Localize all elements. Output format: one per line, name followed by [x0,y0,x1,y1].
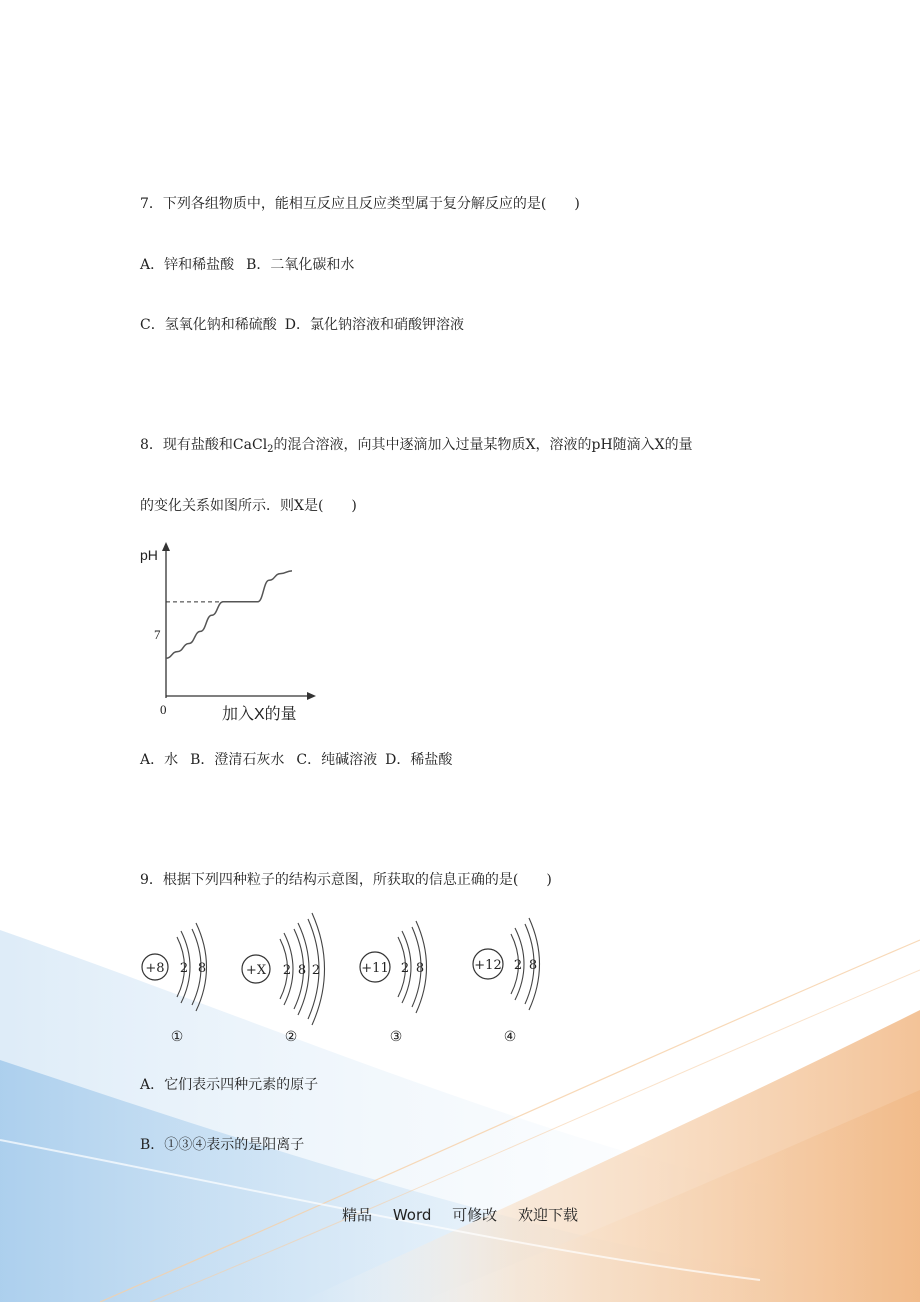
q7-options-row-1 [140,254,354,274]
particle-1-shell-1: 2 [179,961,189,976]
page-footer [0,1204,920,1225]
footer-text-3: 可修改 [452,1206,498,1224]
q9-option-a: A．它们表示四种元素的原子 [140,1077,319,1093]
q8-option-d: D．稀盐酸 [385,752,453,768]
particle-2 [242,913,325,1045]
q8-option-c: C．纯碱溶液 [296,752,378,768]
chart-y-tick-7: 7 [154,627,161,642]
chart-y-axis-arrow [162,542,170,551]
particle-4-shell-2: 8 [528,958,538,973]
q8-options-row [140,749,452,769]
q7-option-c: C．氢氧化钠和稀硫酸 [140,317,277,333]
q8-stem-line-1 [140,434,693,455]
particle-3 [360,921,427,1045]
q7-option-a: A．锌和稀盐酸 [140,257,235,273]
particle-2-shell-2: 8 [297,963,307,978]
particle-3-label: ③ [389,1029,403,1045]
q8-stem-part-2: 的混合溶液，向其中逐滴加入过量某物质X，溶液的pH随滴入X的量 [273,437,693,453]
particle-3-nucleus: +11 [361,961,389,976]
particle-1 [142,923,207,1045]
particle-structure-diagrams [130,905,570,1055]
ph-chart [130,538,330,728]
particle-4 [473,918,540,1045]
particle-2-shell-1: 2 [282,963,292,978]
footer-text-1: 精品 [342,1206,373,1224]
particle-2-label: ② [284,1029,298,1045]
chart-origin-label: 0 [160,702,167,717]
particle-3-shell-1: 2 [400,961,410,976]
q8-option-b: B．澄清石灰水 [190,752,285,768]
q8-option-a: A．水 [140,752,179,768]
particle-4-nucleus: +12 [474,958,502,973]
chart-x-axis-arrow [307,692,316,700]
q8-formula: CaCl [232,437,268,453]
particle-2-nucleus: +X [245,963,267,978]
q7-stem: 7．下列各组物质中，能相互反应且反应类型属于复分解反应的是( ) [140,196,580,212]
q9-stem: 9．根据下列四种粒子的结构示意图，所获取的信息正确的是( ) [140,872,552,888]
q9-option-b: B．①③④表示的是阳离子 [140,1137,305,1153]
particle-4-label: ④ [503,1029,517,1045]
chart-y-label: pH [140,547,158,563]
footer-text-2: Word [392,1206,432,1224]
chart-series-line [166,571,292,658]
particle-1-nucleus: +8 [145,961,165,976]
q7-option-d: D．氯化钠溶液和硝酸钾溶液 [284,317,464,333]
particle-3-shell-2: 8 [415,961,425,976]
q7-options-row-2 [140,314,464,334]
q8-formula-subscript: 2 [267,444,274,455]
particle-1-shell-2: 8 [197,961,207,976]
q8-stem-part-1: 8．现有盐酸和 [140,437,233,453]
particle-4-shell-1: 2 [513,958,523,973]
q8-stem-line-2: 的变化关系如图所示．则X是( ) [140,498,357,514]
footer-text-4: 欢迎下载 [517,1206,578,1224]
chart-x-label: 加入X的量 [222,706,297,723]
particle-1-label: ① [170,1029,184,1045]
particle-2-shell-3: 2 [311,963,321,978]
q7-option-b: B．二氧化碳和水 [246,257,355,273]
